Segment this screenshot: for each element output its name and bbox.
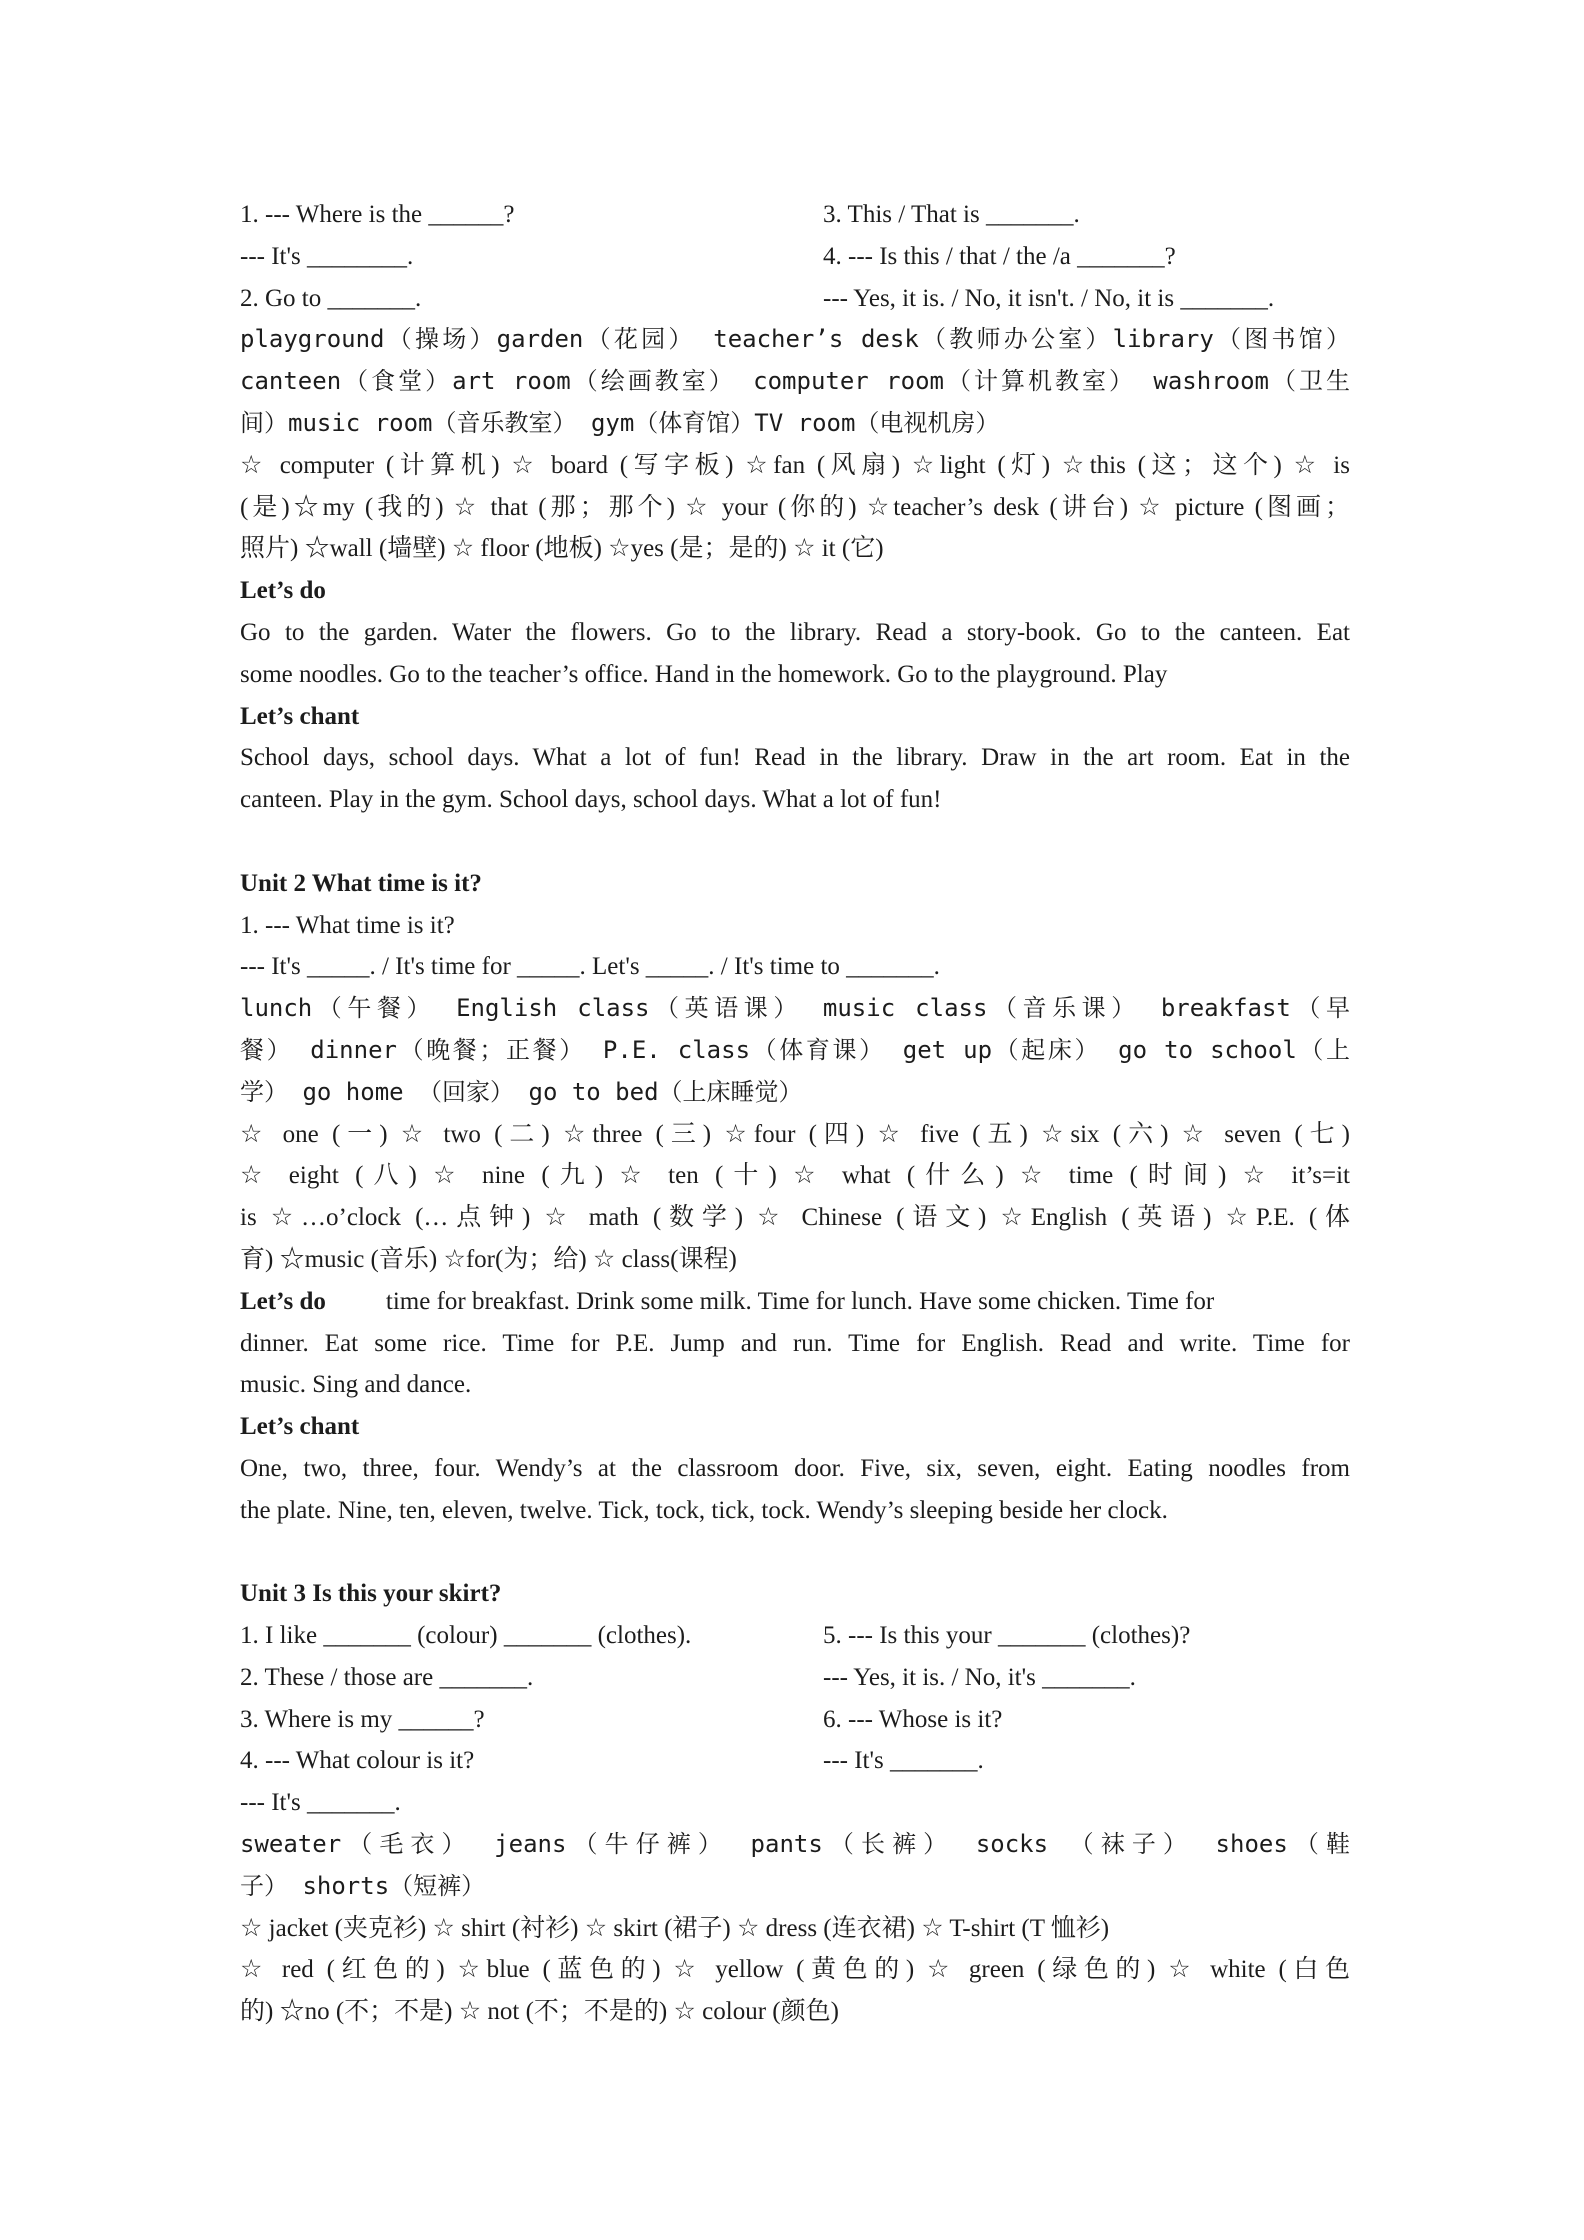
pattern-2: 2. Go to _______. [240,284,422,312]
lets-chant-line: School days, school days. What a lot of fun! Read in the library. Draw in the art room. Eat in the [240,744,1350,772]
vocab-line: sweater（毛衣） jeans（牛仔裤） pants（长裤） socks （袜子） shoes（鞋 [240,1830,1350,1859]
pattern-4: 4. --- What colour is it? [240,1747,475,1775]
lets-do-line: time for breakfast. Drink some milk. Time for lunch. Have some chicken. Time for [385,1287,1215,1315]
lets-do-line: Go to the garden. Water the flowers. Go to the library. Read a story-book. Go to the canteen. Eat [240,618,1350,646]
pattern-4-answer: --- It's _______. [240,1789,401,1817]
lets-do-line: dinner. Eat some rice. Time for P.E. Jump and run. Time for English. Read and write. Time for [240,1329,1350,1357]
pattern-1-answer: --- It's ________. [240,242,414,270]
lets-chant-heading: Let’s chant [240,702,360,730]
pattern-row [240,1699,1350,1741]
star-word-line: 照片) ☆wall (墙壁) ☆ floor (地板) ☆yes (是；是的) ☆ it (它) [240,535,884,563]
pattern-1: 1. --- Where is the ______? [240,201,515,228]
pattern-6: 6. --- Whose is it? [823,1705,1003,1733]
lets-do-heading: Let’s do [240,577,326,605]
star-word-line: ☆ eight (八) ☆ nine (九) ☆ ten (十) ☆ what (什么) ☆ time (时间) ☆ it’s=it [240,1162,1350,1190]
lets-chant-heading: Let’s chant [240,1413,360,1441]
pattern-2: 2. These / those are _______. [240,1663,534,1691]
pattern-1: 1. I like _______ (colour) _______ (clothes). [240,1622,692,1650]
pattern-row [240,278,1350,320]
vocab-line: 餐） dinner（晚餐；正餐） P.E. class（体育课） get up（起床） go to school（上 [240,1035,1350,1064]
pattern-row [240,1615,1350,1657]
pattern-row [240,236,1350,278]
lets-chant-line: One, two, three, four. Wendy’s at the classroom door. Five, six, seven, eight. Eating noodles from [240,1454,1350,1482]
star-word-line: ☆ one (一) ☆ two (二) ☆three (三) ☆four (四) ☆ five (五) ☆six (六) ☆ seven (七) [240,1120,1350,1148]
vocab-line: canteen（食堂）art room（绘画教室） computer room（计算机教室） washroom（卫生 [240,367,1350,396]
pattern-row [240,1657,1350,1699]
star-word-line: (是)☆my (我的) ☆ that (那；那个) ☆ your (你的) ☆teacher’s desk (讲台) ☆ picture (图画； [240,493,1350,521]
pattern-5: 5. --- Is this your _______ (clothes)? [823,1622,1191,1650]
unit-2-title: Unit 2 What time is it? [240,869,482,897]
spacer [240,1532,1350,1574]
vocab-line: 子） shorts（短裤） [240,1871,486,1900]
lets-do-line: music. Sing and dance. [240,1371,472,1399]
vocab-line: 学） go home （回家） go to bed（上床睡觉） [240,1077,803,1106]
lets-do-heading: Let’s do [240,1287,326,1315]
lets-do-line: some noodles. Go to the teacher’s office. Hand in the homework. Go to the playground. Play [240,660,1168,688]
unit-3-title: Unit 3 Is this your skirt? [240,1580,502,1608]
star-word-line: 育) ☆music (音乐) ☆for(为；给) ☆ class(课程) [240,1245,737,1273]
pattern-5-answer: --- Yes, it is. / No, it's _______. [823,1663,1136,1691]
lets-chant-line: the plate. Nine, ten, eleven, twelve. Tick, tock, tick, tock. Wendy’s sleeping beside her clock. [240,1496,1168,1524]
star-word-line: 的) ☆no (不；不是) ☆ not (不；不是的) ☆ colour (颜色) [240,1998,839,2026]
pattern-6-answer: --- It's _______. [823,1747,984,1775]
pattern-4-answer: --- Yes, it is. / No, it isn't. / No, it is _______. [823,284,1275,312]
worksheet-page [240,194,1350,2033]
lets-chant-line: canteen. Play in the gym. School days, school days. What a lot of fun! [240,786,942,814]
star-word-line: ☆ red (红色的) ☆blue (蓝色的) ☆ yellow (黄色的) ☆ green (绿色的) ☆ white (白色 [240,1956,1350,1984]
star-word-line: ☆ jacket (夹克衫) ☆ shirt (衬衫) ☆ skirt (裙子) ☆ dress (连衣裙) ☆ T-shirt (T 恤衫) [240,1914,1110,1942]
vocab-line: playground（操场）garden（花园） teacher’s desk（教师办公室）library（图书馆） [240,325,1350,354]
star-word-line: ☆ computer (计算机) ☆ board (写字板) ☆fan (风扇) ☆light (灯) ☆this (这；这个) ☆ is [240,451,1350,479]
pattern-3: 3. Where is my ______? [240,1705,485,1733]
pattern-3: 3. This / That is _______. [823,201,1080,228]
vocab-line: lunch（午餐） English class（英语课） music class（音乐课） breakfast（早 [240,994,1350,1023]
vocab-line: 间）music room（音乐教室） gym（体育馆）TV room（电视机房） [240,408,1000,437]
pattern-line: --- It's _____. / It's time for _____. Let's _____. / It's time to _______. [240,953,940,981]
star-word-line: is ☆…o’clock (…点钟) ☆ math (数学) ☆ Chinese (语文) ☆English (英语) ☆P.E. (体 [240,1204,1350,1232]
spacer [240,821,1350,863]
pattern-line: 1. --- What time is it? [240,911,455,939]
lets-do-row [240,1281,1350,1323]
pattern-4: 4. --- Is this / that / the /a _______? [823,242,1176,270]
pattern-row [240,1740,1350,1782]
pattern-row [240,194,1350,236]
